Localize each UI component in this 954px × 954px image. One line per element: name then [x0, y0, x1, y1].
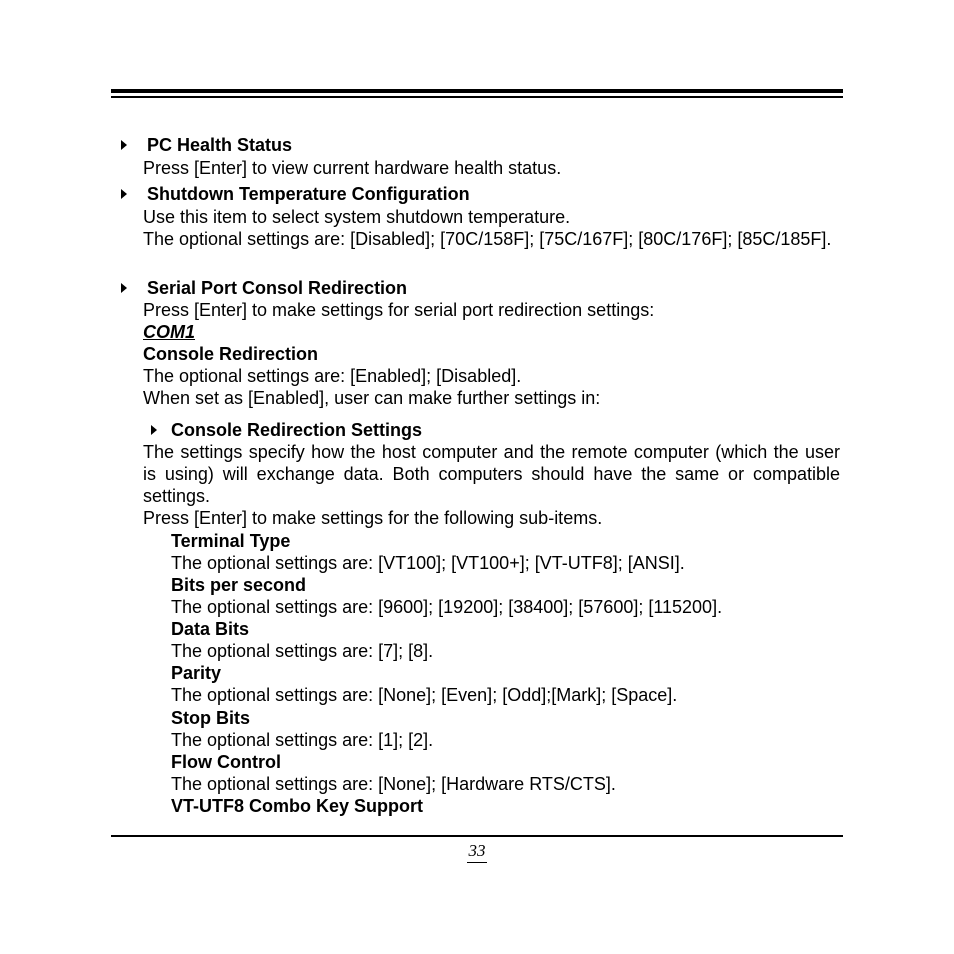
bullet-arrow-icon — [121, 140, 127, 150]
section-title-serial: Serial Port Consol Redirection — [147, 278, 408, 298]
page-number: 33 — [467, 840, 487, 863]
console-redirection-options: The optional settings are: [Enabled]; [Disabled]. — [143, 366, 522, 386]
bullet-arrow-icon — [121, 283, 127, 293]
subitem-desc: The optional settings are: [7]; [8]. — [171, 641, 434, 661]
subitem-title: Flow Control — [171, 752, 281, 772]
subitem-title: Data Bits — [171, 619, 250, 639]
section-desc-shutdown: Use this item to select system shutdown temperature. — [143, 207, 571, 227]
section-options-shutdown: The optional settings are: [Disabled]; [70C/158F]; [75C/167F]; [80C/176F]; [85C/185F]. — [143, 229, 832, 249]
subitem-title: Terminal Type — [171, 531, 291, 551]
bullet-arrow-icon — [121, 189, 127, 199]
subitem-desc: The optional settings are: [None]; [Hardware RTS/CTS]. — [171, 774, 616, 794]
section-title-pc-health: PC Health Status — [147, 135, 293, 155]
subitem-title: Stop Bits — [171, 708, 250, 728]
section-desc-serial: Press [Enter] to make settings for serial port redirection settings: — [143, 300, 655, 320]
header-rule-thin — [111, 96, 843, 98]
subitem-desc: The optional settings are: [9600]; [19200]; [38400]; [57600]; [115200]. — [171, 597, 723, 617]
console-redirection-note: When set as [Enabled], user can make further settings in: — [143, 388, 601, 408]
footer-rule — [111, 835, 843, 837]
section-desc-pc-health: Press [Enter] to view current hardware health status. — [143, 158, 562, 178]
section-title-crs: Console Redirection Settings — [171, 420, 423, 440]
com-label: COM1 — [143, 322, 196, 342]
subitem-title: Bits per second — [171, 575, 307, 595]
section-desc-crs: The settings specify how the host computer and the remote computer (which the user is using) will exchange data. Both computers should have the same or compatible settings. — [143, 442, 840, 506]
bullet-arrow-icon — [151, 425, 157, 435]
console-redirection-title: Console Redirection — [143, 344, 319, 364]
subitem-desc: The optional settings are: [1]; [2]. — [171, 730, 434, 750]
subitem-desc: The optional settings are: [None]; [Even]; [Odd];[Mark]; [Space]. — [171, 685, 678, 705]
subitem-desc: The optional settings are: [VT100]; [VT100+]; [VT-UTF8]; [ANSI]. — [171, 553, 685, 573]
header-rule-thick — [111, 89, 843, 93]
subitem-title: VT-UTF8 Combo Key Support — [171, 796, 423, 816]
section-title-shutdown: Shutdown Temperature Configuration — [147, 184, 470, 204]
subitem-title: Parity — [171, 663, 222, 683]
section-press-crs: Press [Enter] to make settings for the following sub-items. — [143, 508, 603, 528]
